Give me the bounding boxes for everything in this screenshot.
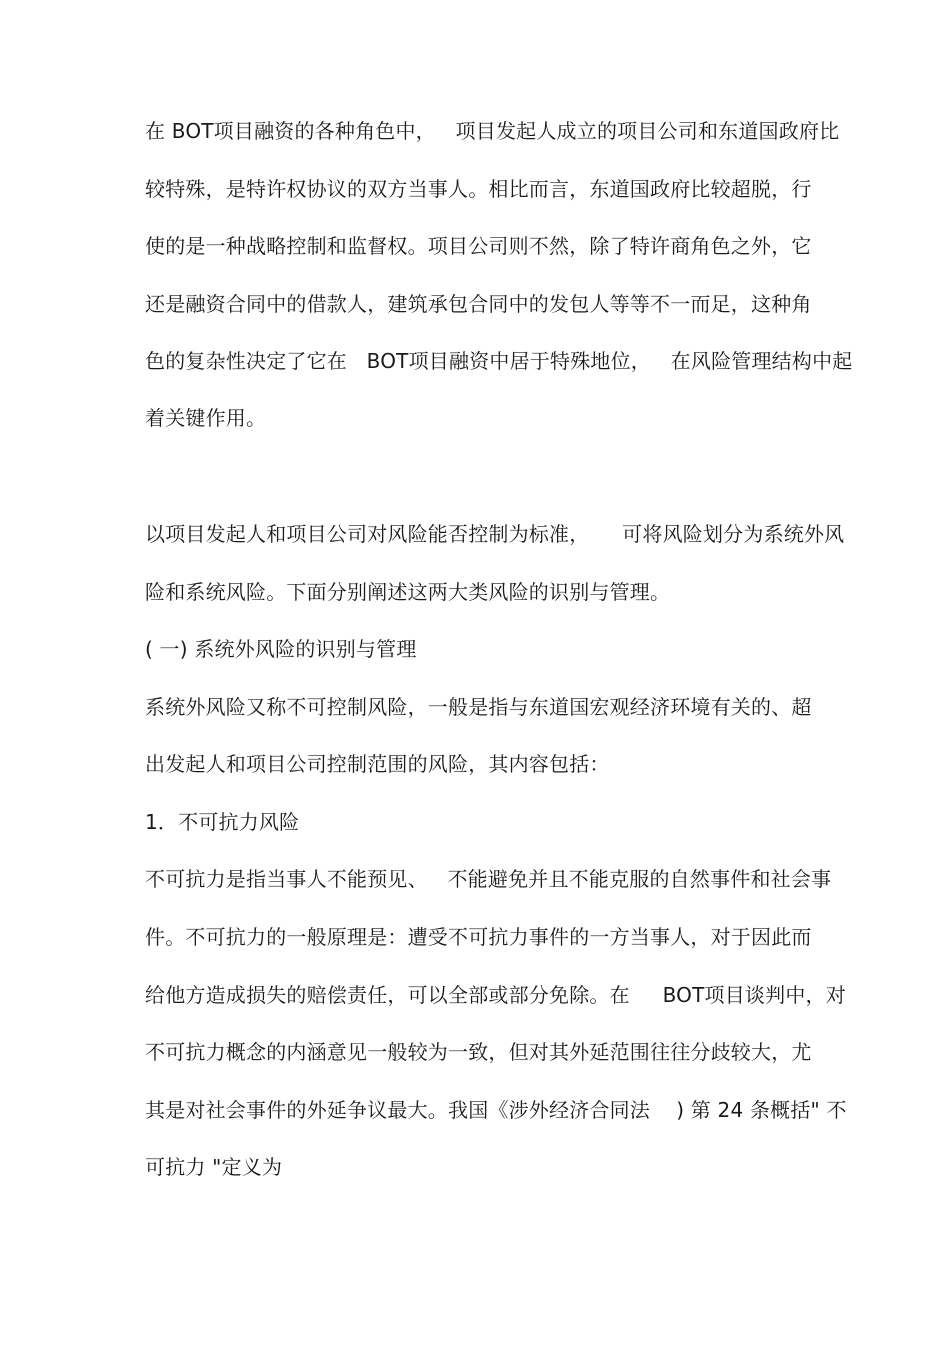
paragraph-2-line-11: 其是对社会事件的外延争议最大。我国《涉外经济合同法 ) 第 24 条概括" 不 — [145, 1098, 847, 1122]
paragraph-1-line-1: 在 BOT项目融资的各种角色中， 项目发起人成立的项目公司和东道国政府比 — [145, 119, 840, 143]
paragraph-2-line-10: 不可抗力概念的内涵意见一般较为一致，但对其外延范围往往分歧较大，尤 — [145, 1040, 812, 1064]
paragraph-1-line-3: 使的是一种战略控制和监督权。项目公司则不然，除了特许商角色之外，它 — [145, 234, 812, 258]
paragraph-1-line-2: 较特殊，是特许权协议的双方当事人。相比而言，东道国政府比较超脱，行 — [145, 177, 812, 201]
paragraph-1-line-4: 还是融资合同中的借款人，建筑承包合同中的发包人等等不一而足，这种角 — [145, 292, 812, 316]
paragraph-2-line-5: 出发起人和项目公司控制范围的风险，其内容包括： — [145, 752, 610, 776]
paragraph-1-line-6: 着关键作用。 — [145, 406, 267, 430]
subheading-force-majeure: 1．不可抗力风险 — [145, 810, 300, 834]
paragraph-2-line-9: 给他方造成损失的赔偿责任，可以全部或部分免除。在 BOT项目谈判中，对 — [145, 983, 846, 1007]
section-heading-external-risk: ( 一) 系统外风险的识别与管理 — [145, 637, 417, 661]
paragraph-2-line-8: 件。不可抗力的一般原理是：遭受不可抗力事件的一方当事人，对于因此而 — [145, 925, 812, 949]
paragraph-2-line-4: 系统外风险又称不可控制风险，一般是指与东道国宏观经济环境有关的、超 — [145, 695, 812, 719]
paragraph-2-line-12: 可抗力 "定义为 — [145, 1155, 283, 1179]
paragraph-2-line-1: 以项目发起人和项目公司对风险能否控制为标准， 可将风险划分为系统外风 — [145, 522, 845, 546]
paragraph-2-line-2: 险和系统风险。下面分别阐述这两大类风险的识别与管理。 — [145, 580, 671, 604]
paragraph-1-line-5: 色的复杂性决定了它在 BOT项目融资中居于特殊地位， 在风险管理结构中起 — [145, 349, 853, 373]
paragraph-2-line-7: 不可抗力是指当事人不能预见、 不能避免并且不能克服的自然事件和社会事 — [145, 867, 832, 891]
